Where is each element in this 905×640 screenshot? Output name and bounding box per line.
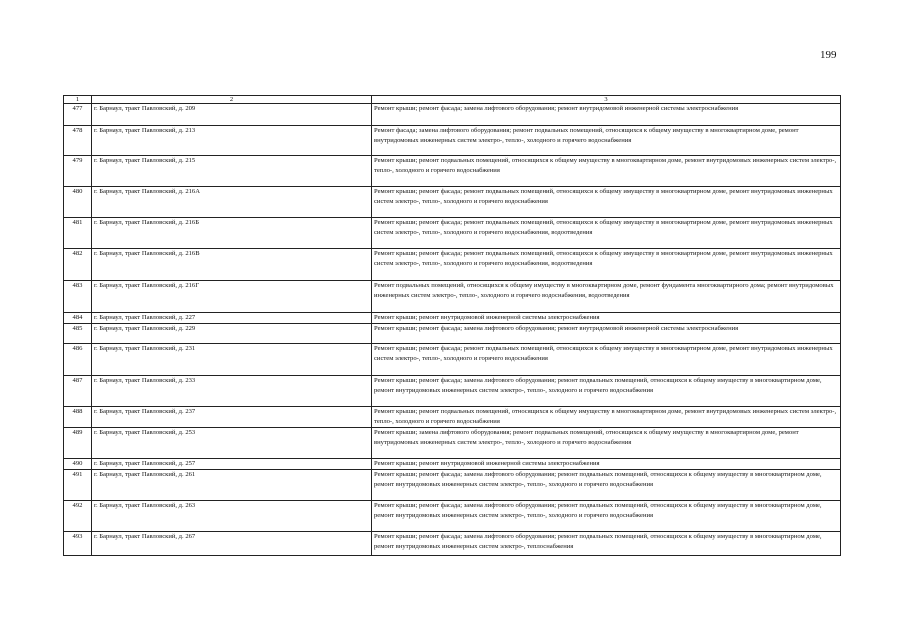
row-address-cell: г. Барнаул, тракт Павловский, д. 253	[92, 428, 372, 459]
row-works-cell: Ремонт крыши; ремонт фасада; замена лифтового оборудования; ремонт подвальных помещений, относящихся к общему имуществу в многоквартирном доме, ремонт внутридомовых инженерных систем электро-, тепло-, холодного и горячего водоснабжения	[372, 501, 841, 532]
row-works-cell: Ремонт крыши; ремонт внутридомовой инженерной системы электроснабжения	[372, 313, 841, 324]
table-row	[64, 126, 841, 156]
table-row	[64, 376, 841, 407]
table-row	[64, 104, 841, 126]
row-address-cell: г. Барнаул, тракт Павловский, д. 263	[92, 501, 372, 532]
row-address-cell: г. Барнаул, тракт Павловский, д. 257	[92, 459, 372, 470]
row-works-cell: Ремонт крыши; ремонт фасада; ремонт подвальных помещений, относящихся к общему имуществу в многоквартирном доме, ремонт внутридомовых инженерных систем электро-, тепло-, холодного и горячего водоснабжения, водоотведения	[372, 249, 841, 281]
row-number-cell: 481	[64, 218, 92, 249]
row-address-cell: г. Барнаул, тракт Павловский, д. 216Б	[92, 218, 372, 249]
row-works-cell: Ремонт крыши; ремонт подвальных помещений, относящихся к общему имуществу в многоквартирном доме, ремонт внутридомовых инженерных систем электро-, тепло-, холодного и горячего водоснабжения	[372, 407, 841, 428]
row-works-cell: Ремонт крыши; замена лифтового оборудования; ремонт подвальных помещений, относящихся к общему имуществу в многоквартирном доме, ремонт внутридомовых инженерных систем электро-, тепло-, холодного и горячего водоснабжения	[372, 428, 841, 459]
table-row	[64, 324, 841, 344]
row-number-cell: 484	[64, 313, 92, 324]
row-address-cell: г. Барнаул, тракт Павловский, д. 213	[92, 126, 372, 156]
row-works-cell: Ремонт крыши; ремонт фасада; замена лифтового оборудования; ремонт подвальных помещений, относящихся к общему имуществу в многоквартирном доме, ремонт внутридомовых инженерных систем электро-, тепло-, холодного и горячего водоснабжения	[372, 470, 841, 501]
row-number-cell: 480	[64, 187, 92, 218]
table-header-row	[64, 96, 841, 104]
table-row	[64, 407, 841, 428]
row-address-cell: г. Барнаул, тракт Павловский, д. 261	[92, 470, 372, 501]
table-row	[64, 501, 841, 532]
table-row	[64, 459, 841, 470]
row-works-cell: Ремонт фасада; замена лифтового оборудования; ремонт подвальных помещений, относящихся к общему имуществу в многоквартирном доме, ремонт внутридомовых инженерных систем электро-, тепло-, холодного и горячего водоснабжения	[372, 126, 841, 156]
row-address-cell: г. Барнаул, тракт Павловский, д. 215	[92, 156, 372, 187]
row-number-cell: 486	[64, 344, 92, 376]
row-address-cell: г. Барнаул, тракт Павловский, д. 227	[92, 313, 372, 324]
row-number-cell: 493	[64, 532, 92, 556]
table-row	[64, 313, 841, 324]
row-address-cell: г. Барнаул, тракт Павловский, д. 209	[92, 104, 372, 126]
row-number-cell: 478	[64, 126, 92, 156]
row-address-cell: г. Барнаул, тракт Павловский, д. 216А	[92, 187, 372, 218]
repair-table	[63, 95, 841, 556]
row-works-cell: Ремонт крыши; ремонт подвальных помещений, относящихся к общему имуществу в многоквартирном доме, ремонт внутридомовых инженерных систем электро-, тепло-, холодного и горячего водоснабжения	[372, 156, 841, 187]
row-address-cell: г. Барнаул, тракт Павловский, д. 216В	[92, 249, 372, 281]
row-address-cell: г. Барнаул, тракт Павловский, д. 231	[92, 344, 372, 376]
row-works-cell: Ремонт крыши; ремонт фасада; замена лифтового оборудования; ремонт внутридомовой инженерной системы электроснабжения	[372, 324, 841, 344]
row-address-cell: г. Барнаул, тракт Павловский, д. 233	[92, 376, 372, 407]
row-works-cell: Ремонт крыши; ремонт внутридомовой инженерной системы электроснабжения	[372, 459, 841, 470]
row-address-cell: г. Барнаул, тракт Павловский, д. 267	[92, 532, 372, 556]
table-row	[64, 470, 841, 501]
repair-table-container	[63, 95, 840, 556]
row-number-cell: 487	[64, 376, 92, 407]
row-works-cell: Ремонт подвальных помещений, относящихся к общему имуществу в многоквартирном доме, ремонт фундамента многоквартирного дома; ремонт внутридомовых инженерных систем электро-, тепло-, холодного и горячего водоснабжения, водоотведения	[372, 281, 841, 313]
row-number-cell: 479	[64, 156, 92, 187]
row-address-cell: г. Барнаул, тракт Павловский, д. 229	[92, 324, 372, 344]
row-number-cell: 492	[64, 501, 92, 532]
header-cell-number: 1	[64, 96, 92, 104]
row-number-cell: 483	[64, 281, 92, 313]
row-number-cell: 491	[64, 470, 92, 501]
header-cell-works: 3	[372, 96, 841, 104]
row-number-cell: 485	[64, 324, 92, 344]
row-number-cell: 489	[64, 428, 92, 459]
table-row	[64, 344, 841, 376]
table-row	[64, 281, 841, 313]
table-row	[64, 187, 841, 218]
row-number-cell: 482	[64, 249, 92, 281]
row-number-cell: 490	[64, 459, 92, 470]
row-works-cell: Ремонт крыши; ремонт фасада; замена лифтового оборудования; ремонт подвальных помещений, относящихся к общему имуществу в многоквартирном доме, ремонт внутридомовых инженерных систем электро-, теплоснабжения	[372, 532, 841, 556]
table-row	[64, 249, 841, 281]
row-works-cell: Ремонт крыши; ремонт фасада; ремонт подвальных помещений, относящихся к общему имуществу в многоквартирном доме, ремонт внутридомовых инженерных систем электро-, тепло-, холодного и горячего водоснабжения	[372, 344, 841, 376]
table-row	[64, 532, 841, 556]
table-row	[64, 218, 841, 249]
row-works-cell: Ремонт крыши; ремонт фасада; замена лифтового оборудования; ремонт подвальных помещений, относящихся к общему имуществу в многоквартирном доме, ремонт внутридомовых инженерных систем электро-, тепло-, холодного и горячего водоснабжения	[372, 376, 841, 407]
row-works-cell: Ремонт крыши; ремонт фасада; ремонт подвальных помещений, относящихся к общему имуществу в многоквартирном доме, ремонт внутридомовых инженерных систем электро-, тепло-, холодного и горячего водоснабжения, водоотведения	[372, 218, 841, 249]
row-address-cell: г. Барнаул, тракт Павловский, д. 216Г	[92, 281, 372, 313]
page-number: 199	[820, 49, 837, 61]
row-number-cell: 488	[64, 407, 92, 428]
row-number-cell: 477	[64, 104, 92, 126]
row-works-cell: Ремонт крыши; ремонт фасада; замена лифтового оборудования; ремонт внутридомовой инженерной системы электроснабжения	[372, 104, 841, 126]
table-row	[64, 428, 841, 459]
row-works-cell: Ремонт крыши; ремонт фасада; ремонт подвальных помещений, относящихся к общему имуществу в многоквартирном доме, ремонт внутридомовых инженерных систем электро-, тепло-, холодного и горячего водоснабжения	[372, 187, 841, 218]
row-address-cell: г. Барнаул, тракт Павловский, д. 237	[92, 407, 372, 428]
repair-table-body	[64, 96, 841, 556]
table-row	[64, 156, 841, 187]
header-cell-address: 2	[92, 96, 372, 104]
